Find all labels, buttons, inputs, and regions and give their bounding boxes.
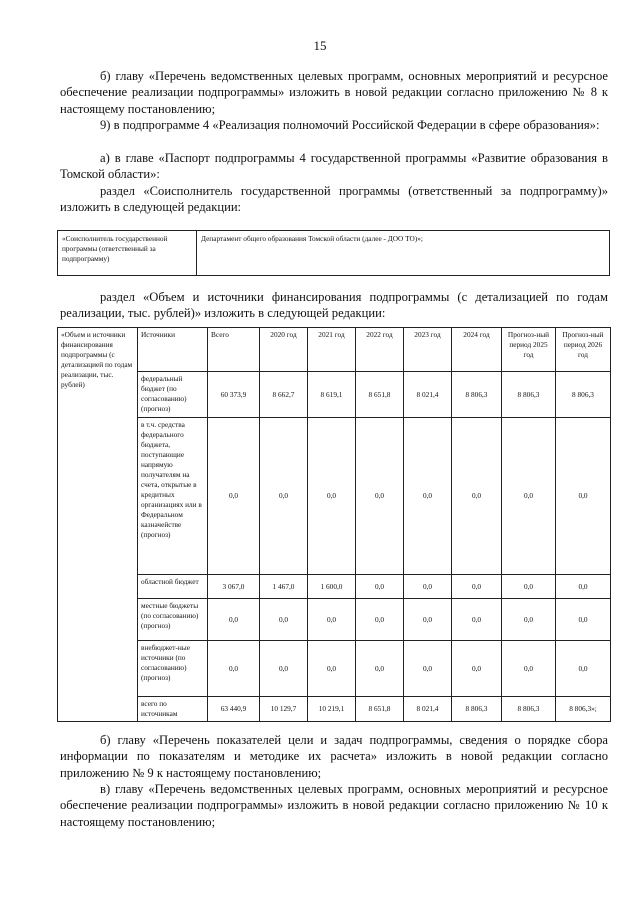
paragraph-v-chapter-10: в) главу «Перечень ведомственных целевых программ, основных мероприятий и ресурсное обеспечение реализации подпрограммы» изложить в новой редакции согласно приложению № 10 к настоящему постановлению; [60, 782, 608, 829]
value-cell: 0,0 [208, 641, 260, 697]
value-cell: 0,0 [404, 418, 452, 575]
value-cell: 8 806,3 [452, 372, 502, 418]
value-cell: 0,0 [260, 599, 308, 641]
column-header: Прогноз-ный период 2026 год [556, 328, 611, 372]
financing-row-header: «Объем и источники финансирования подпрограммы (с детализацией по годам реализации, тыс. рублей) [58, 328, 138, 722]
source-cell: федеральный бюджет (по согласованию) (прогноз) [138, 372, 208, 418]
value-cell: 0,0 [308, 641, 356, 697]
value-cell: 1 600,0 [308, 575, 356, 599]
value-cell: 0,0 [208, 599, 260, 641]
value-cell: 0,0 [556, 641, 611, 697]
value-cell: 8 651,8 [356, 372, 404, 418]
value-cell: 0,0 [502, 418, 556, 575]
column-header: Источники [138, 328, 208, 372]
coexecutor-value: Департамент общего образования Томской области (далее - ДОО ТО)»; [197, 231, 610, 276]
paragraph-section-financing: раздел «Объем и источники финансирования подпрограммы (с детализацией по годам реализации, тыс. рублей)» изложить в следующей редакции: [60, 290, 608, 321]
coexecutor-label: «Соисполнитель государственной программы (ответственный за подпрограмму) [58, 231, 197, 276]
value-cell: 0,0 [260, 641, 308, 697]
value-cell: 0,0 [404, 575, 452, 599]
value-cell: 0,0 [404, 641, 452, 697]
table-row [58, 372, 611, 418]
value-cell: 0,0 [556, 418, 611, 575]
column-header: Всего [208, 328, 260, 372]
table-header-row [58, 328, 611, 372]
value-cell: 0,0 [502, 575, 556, 599]
table-row [58, 641, 611, 697]
value-cell: 10 129,7 [260, 697, 308, 722]
paragraph-9-subprogram-4: 9) в подпрограмме 4 «Реализация полномочий Российской Федерации в сфере образования»: [100, 118, 600, 132]
value-cell: 0,0 [308, 599, 356, 641]
column-header: 2020 год [260, 328, 308, 372]
value-cell: 1 467,0 [260, 575, 308, 599]
column-header: 2024 год [452, 328, 502, 372]
paragraph-b-chapter-8: б) главу «Перечень ведомственных целевых программ, основных мероприятий и ресурсное обеспечение реализации подпрограммы» изложить в новой редакции согласно приложению № 8 к настоящему постановлению; [60, 69, 608, 116]
table-row [58, 231, 610, 276]
column-header: 2022 год [356, 328, 404, 372]
paragraph-a-passport: а) в главе «Паспорт подпрограммы 4 государственной программы «Развитие образования в Томской области»: [60, 151, 608, 182]
financing-table [57, 327, 611, 722]
value-cell: 63 440,9 [208, 697, 260, 722]
value-cell: 8 806,3 [452, 697, 502, 722]
value-cell: 0,0 [356, 575, 404, 599]
value-cell: 0,0 [452, 641, 502, 697]
table-row [58, 575, 611, 599]
value-cell: 8 651,8 [356, 697, 404, 722]
source-cell: местные бюджеты (по согласованию) (прогноз) [138, 599, 208, 641]
value-cell: 8 619,1 [308, 372, 356, 418]
paragraph-section-coexecutor: раздел «Соисполнитель государственной программы (ответственный за подпрограмму)» изложить в следующей редакции: [60, 184, 608, 215]
value-cell: 8 021,4 [404, 372, 452, 418]
page-number: 15 [313, 38, 327, 53]
value-cell: 0,0 [502, 641, 556, 697]
value-cell: 8 662,7 [260, 372, 308, 418]
value-cell: 60 373,9 [208, 372, 260, 418]
source-cell: в т.ч. средства федерального бюджета, поступающие напрямую получателям на счета, открытые в кредитных организациях или в Федеральном казначействе (прогноз) [138, 418, 208, 575]
table-row [58, 697, 611, 722]
value-cell: 8 806,3 [502, 372, 556, 418]
column-header: Прогноз-ный период 2025 год [502, 328, 556, 372]
table-row [58, 418, 611, 575]
value-cell: 0,0 [452, 575, 502, 599]
value-cell: 8 806,3 [556, 372, 611, 418]
paragraph-b-chapter-9: б) главу «Перечень показателей цели и задач подпрограммы, сведения о порядке сбора информации по показателям и методике их расчета» изложить в новой редакции согласно приложению № 9 к настоящему постановлению; [60, 733, 608, 780]
value-cell: 0,0 [356, 418, 404, 575]
source-cell: всего по источникам [138, 697, 208, 722]
value-cell: 0,0 [404, 599, 452, 641]
value-cell: 8 806,3»; [556, 697, 611, 722]
value-cell: 0,0 [556, 575, 611, 599]
source-cell: внебюджет-ные источники (по согласованию) (прогноз) [138, 641, 208, 697]
value-cell: 10 219,1 [308, 697, 356, 722]
source-cell: областной бюджет [138, 575, 208, 599]
column-header: 2023 год [404, 328, 452, 372]
value-cell: 0,0 [208, 418, 260, 575]
value-cell: 3 067,0 [208, 575, 260, 599]
value-cell: 0,0 [502, 599, 556, 641]
value-cell: 0,0 [452, 599, 502, 641]
value-cell: 0,0 [356, 641, 404, 697]
value-cell: 0,0 [452, 418, 502, 575]
column-header: 2021 год [308, 328, 356, 372]
value-cell: 8 806,3 [502, 697, 556, 722]
coexecutor-table [57, 230, 610, 276]
value-cell: 0,0 [308, 418, 356, 575]
value-cell: 0,0 [556, 599, 611, 641]
value-cell: 0,0 [260, 418, 308, 575]
value-cell: 8 021,4 [404, 697, 452, 722]
value-cell: 0,0 [356, 599, 404, 641]
table-row [58, 599, 611, 641]
